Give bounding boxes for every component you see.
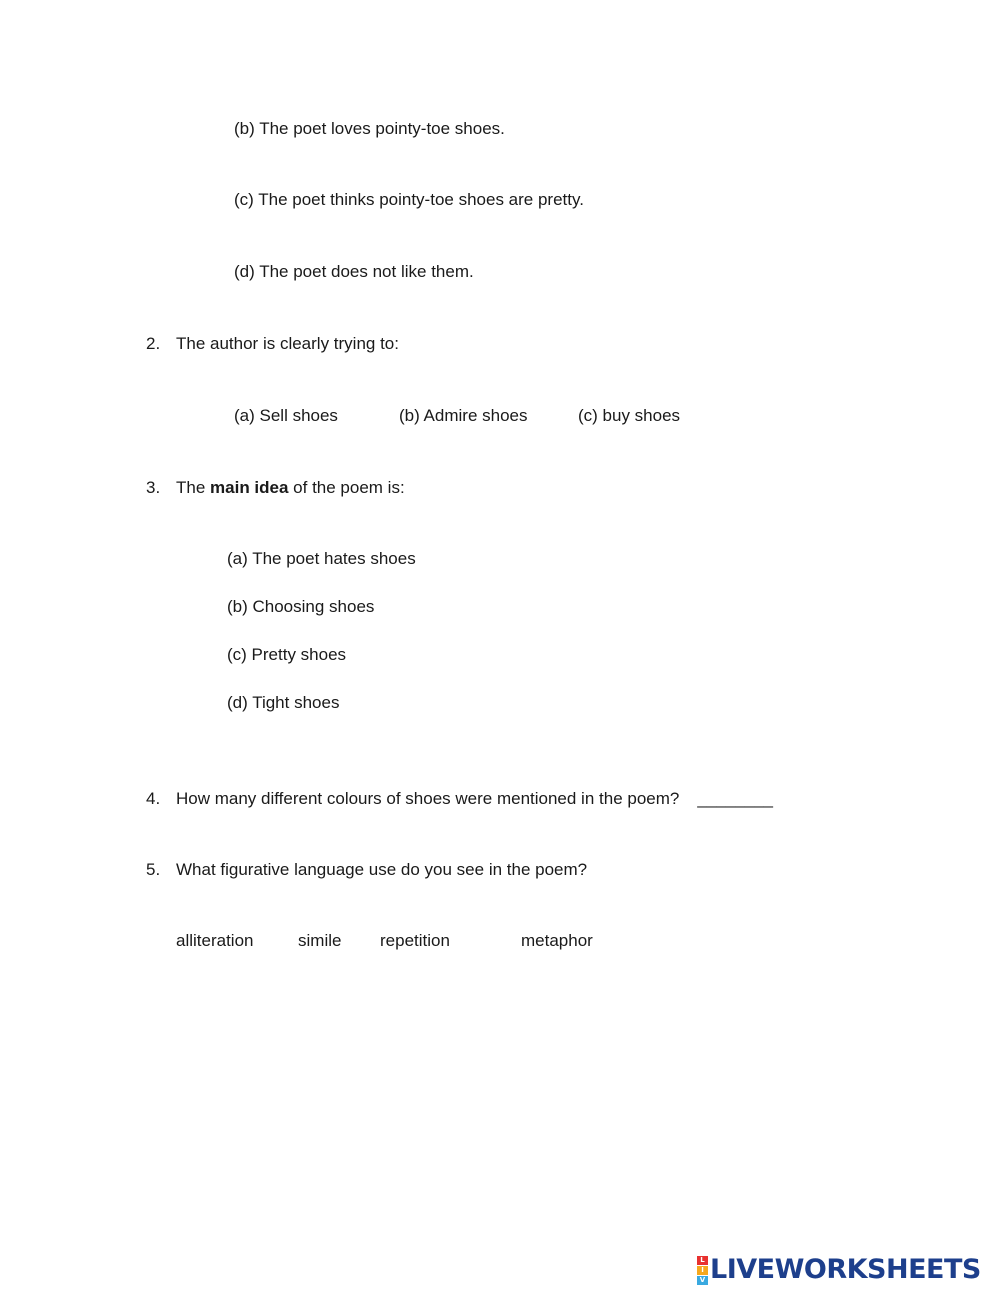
question-5-number: 5.	[146, 860, 161, 879]
logo-block-i: I	[697, 1266, 708, 1275]
q2-option-b: (b) Admire shoes	[399, 406, 528, 425]
liveworksheets-logo	[697, 1255, 981, 1285]
question-3	[146, 477, 405, 499]
question-2-number: 2.	[146, 334, 161, 353]
question-4-number: 4.	[146, 789, 161, 808]
q3-option-d: (d) Tight shoes	[227, 693, 340, 712]
question-4	[146, 788, 773, 810]
q2-option-a: (a) Sell shoes	[234, 406, 338, 425]
logo-block-v: V	[697, 1276, 708, 1285]
q3-option-b: (b) Choosing shoes	[227, 597, 375, 616]
q1-option-d: (d) The poet does not like them.	[234, 262, 474, 281]
question-2	[146, 333, 399, 355]
q5-option-repetition: repetition	[380, 931, 450, 950]
question-5-text: What figurative language use do you see in the poem?	[176, 860, 588, 879]
q5-option-simile: simile	[298, 931, 342, 950]
q2-option-c: (c) buy shoes	[578, 406, 681, 425]
q1-option-b: (b) The poet loves pointy-toe shoes.	[234, 119, 505, 138]
q3-option-a: (a) The poet hates shoes	[227, 549, 416, 568]
question-4-answer-blank[interactable]: ________	[697, 789, 773, 808]
q5-option-alliteration: alliteration	[176, 931, 254, 950]
logo-live-blocks	[697, 1256, 708, 1285]
q1-option-c: (c) The poet thinks pointy-toe shoes are pretty.	[234, 190, 584, 209]
question-4-text: How many different colours of shoes were mentioned in the poem?	[176, 789, 680, 808]
question-5	[146, 859, 587, 881]
question-3-main-idea: main idea	[210, 478, 289, 497]
question-3-number: 3.	[146, 478, 161, 497]
question-3-text-after: of the poem is:	[288, 478, 405, 497]
question-3-text-before: The	[176, 478, 211, 497]
q3-option-c: (c) Pretty shoes	[227, 645, 347, 664]
q5-option-metaphor: metaphor	[521, 931, 593, 950]
logo-text: LIVEWORKSHEETS	[710, 1254, 981, 1285]
question-2-text: The author is clearly trying to:	[176, 334, 399, 353]
logo-block-l: L	[697, 1256, 708, 1265]
